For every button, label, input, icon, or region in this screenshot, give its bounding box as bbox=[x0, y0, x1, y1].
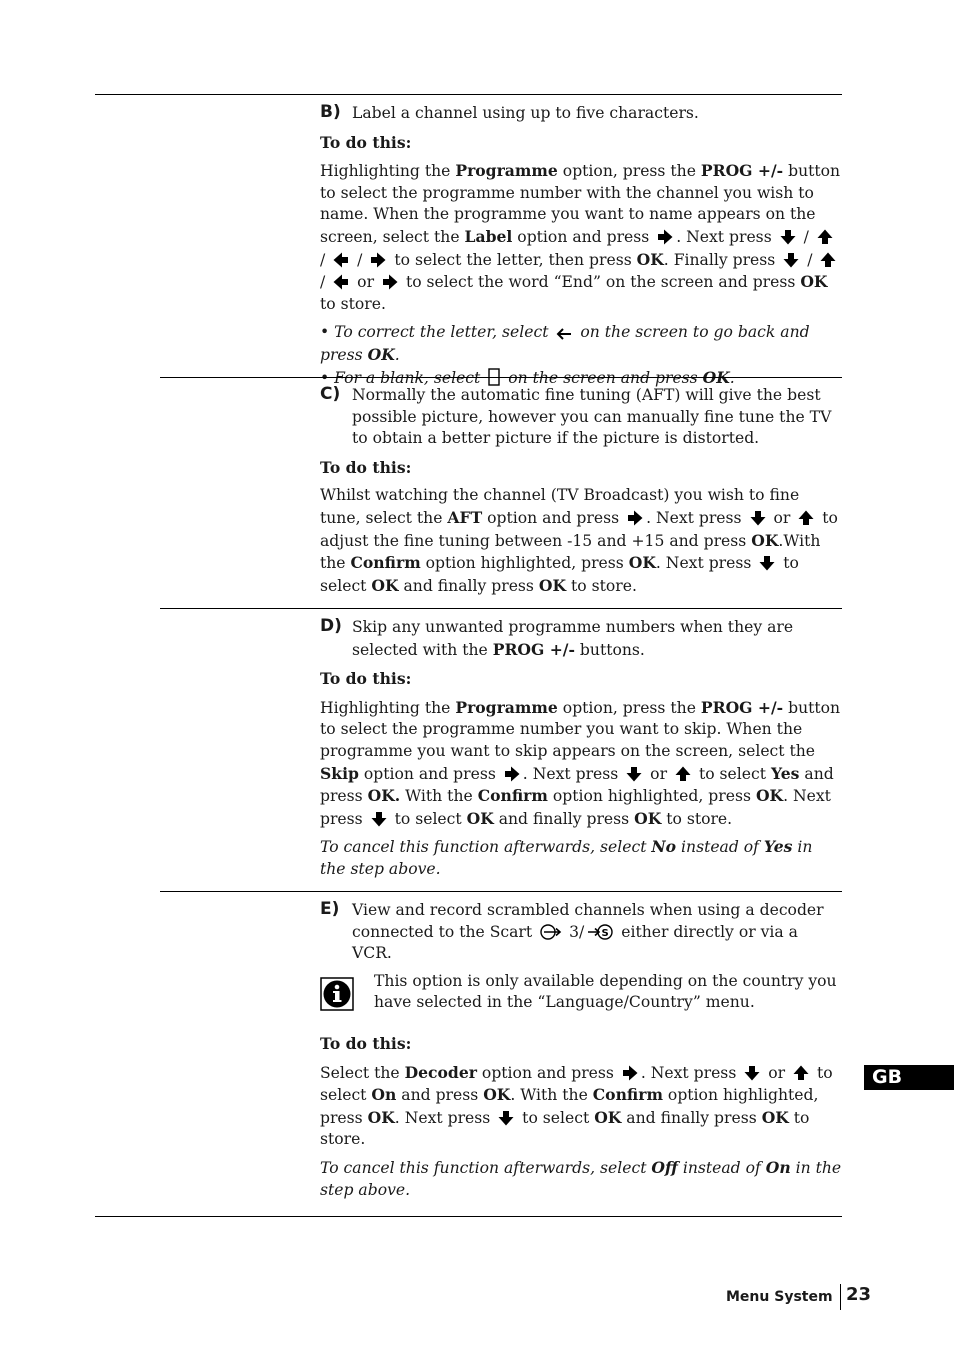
footer-divider bbox=[840, 1284, 841, 1310]
svg-text:S: S bbox=[601, 927, 609, 939]
divider-c-d bbox=[160, 608, 842, 609]
section-e-todo-heading: To do this: bbox=[320, 1033, 412, 1053]
section-d bbox=[320, 617, 842, 881]
section-b-instructions: Highlighting the Programme option, press the PROG +/- button to select the programme number with the channel you wish to name. When the programme you want to name appears on the screen, select the Label option and press . Next press / / / to select the letter, then press OK. Finally press / / or to select the word “End” on the screen and press OK to store. bbox=[320, 161, 841, 313]
section-e-intro: E) View and record scrambled channels when using a decoder connected to the Scart 3/ S either directly or via a VCR. bbox=[320, 899, 824, 963]
down-arrow-icon bbox=[371, 811, 387, 827]
right-arrow-icon bbox=[382, 274, 398, 290]
info-note-text: This option is only available depending on the country you have selected in the “Language/Country” menu. bbox=[374, 971, 837, 1012]
back-arrow-icon bbox=[556, 328, 572, 340]
language-tab: GB bbox=[864, 1065, 954, 1090]
up-arrow-icon bbox=[817, 229, 833, 245]
section-b-letter: B) bbox=[320, 102, 341, 122]
footer-section-label: Menu System bbox=[726, 1289, 833, 1305]
up-arrow-icon bbox=[675, 766, 691, 782]
right-arrow-icon bbox=[657, 229, 673, 245]
down-arrow-icon bbox=[744, 1065, 760, 1081]
bottom-rule bbox=[95, 1216, 842, 1217]
scart-input-icon bbox=[540, 924, 566, 940]
section-c-instructions: Whilst watching the channel (TV Broadcast) you wish to fine tune, select the AFT option and press . Next press or to adjust the fine tuning between -15 and +15 and press OK.With the Confirm option highlighted, press OK. Next press to select OK and finally press OK to store. bbox=[320, 486, 838, 595]
section-e-cancel-note: To cancel this function afterwards, select Off instead of On in the step above. bbox=[320, 1157, 842, 1199]
up-arrow-icon bbox=[793, 1065, 809, 1081]
info-icon bbox=[320, 977, 354, 1011]
left-arrow-icon bbox=[333, 252, 349, 268]
down-arrow-icon bbox=[780, 229, 796, 245]
section-b-todo-heading: To do this: bbox=[320, 132, 412, 152]
section-c-intro-text: Normally the automatic fine tuning (AFT) will give the best possible picture, however you can manually fine tune the TV to obtain a better picture if the picture is distorted. bbox=[352, 386, 832, 448]
section-d-todo-heading: To do this: bbox=[320, 669, 412, 689]
down-arrow-icon bbox=[626, 766, 642, 782]
left-arrow-icon bbox=[333, 274, 349, 290]
section-b-intro-text: Label a channel using up to five characters. bbox=[352, 104, 699, 122]
section-d-intro: D) Skip any unwanted programme numbers when they are selected with the PROG +/- buttons. bbox=[320, 616, 794, 659]
scart-s-video-icon bbox=[587, 924, 613, 940]
right-arrow-icon bbox=[504, 766, 520, 782]
section-b-tips: • To correct the letter, select on the screen to go back and press OK. • For a blank, select on the screen and press OK. bbox=[320, 323, 810, 387]
divider-b-c bbox=[160, 377, 842, 378]
section-c bbox=[320, 385, 842, 597]
right-arrow-icon bbox=[627, 510, 643, 526]
down-arrow-icon bbox=[783, 252, 799, 268]
right-arrow-icon bbox=[370, 252, 386, 268]
section-d-letter: D) bbox=[320, 616, 342, 636]
up-arrow-icon bbox=[798, 510, 814, 526]
right-arrow-icon bbox=[622, 1065, 638, 1081]
up-arrow-icon bbox=[820, 252, 836, 268]
section-b-intro bbox=[320, 103, 842, 125]
page-number: 23 bbox=[846, 1284, 872, 1305]
section-e bbox=[320, 900, 842, 1201]
down-arrow-icon bbox=[498, 1110, 514, 1126]
divider-d-e bbox=[160, 891, 842, 892]
info-note bbox=[320, 971, 842, 1014]
down-arrow-icon bbox=[759, 555, 775, 571]
section-b bbox=[320, 103, 842, 389]
section-d-cancel-note: To cancel this function afterwards, select No instead of Yes in the step above. bbox=[320, 837, 813, 878]
top-rule bbox=[95, 94, 842, 95]
section-e-instructions: Select the Decoder option and press . Next press or to select On and press OK. With the Confirm option highlighted, press OK. Next press to select OK and finally press OK to store. bbox=[320, 1062, 833, 1149]
down-arrow-icon bbox=[750, 510, 766, 526]
section-c-intro bbox=[320, 385, 842, 450]
section-c-todo-heading: To do this: bbox=[320, 457, 412, 477]
section-c-letter: C) bbox=[320, 384, 341, 404]
section-e-letter: E) bbox=[320, 899, 340, 919]
section-d-instructions: Highlighting the Programme option, press the PROG +/- button to select the programme number you want to skip. When the programme you want to skip appears on the screen, select the Skip option and press . Next press or to select Yes and press OK. With the Confirm option highlighted, press OK. Next press to select OK and finally press OK to store. bbox=[320, 697, 841, 828]
